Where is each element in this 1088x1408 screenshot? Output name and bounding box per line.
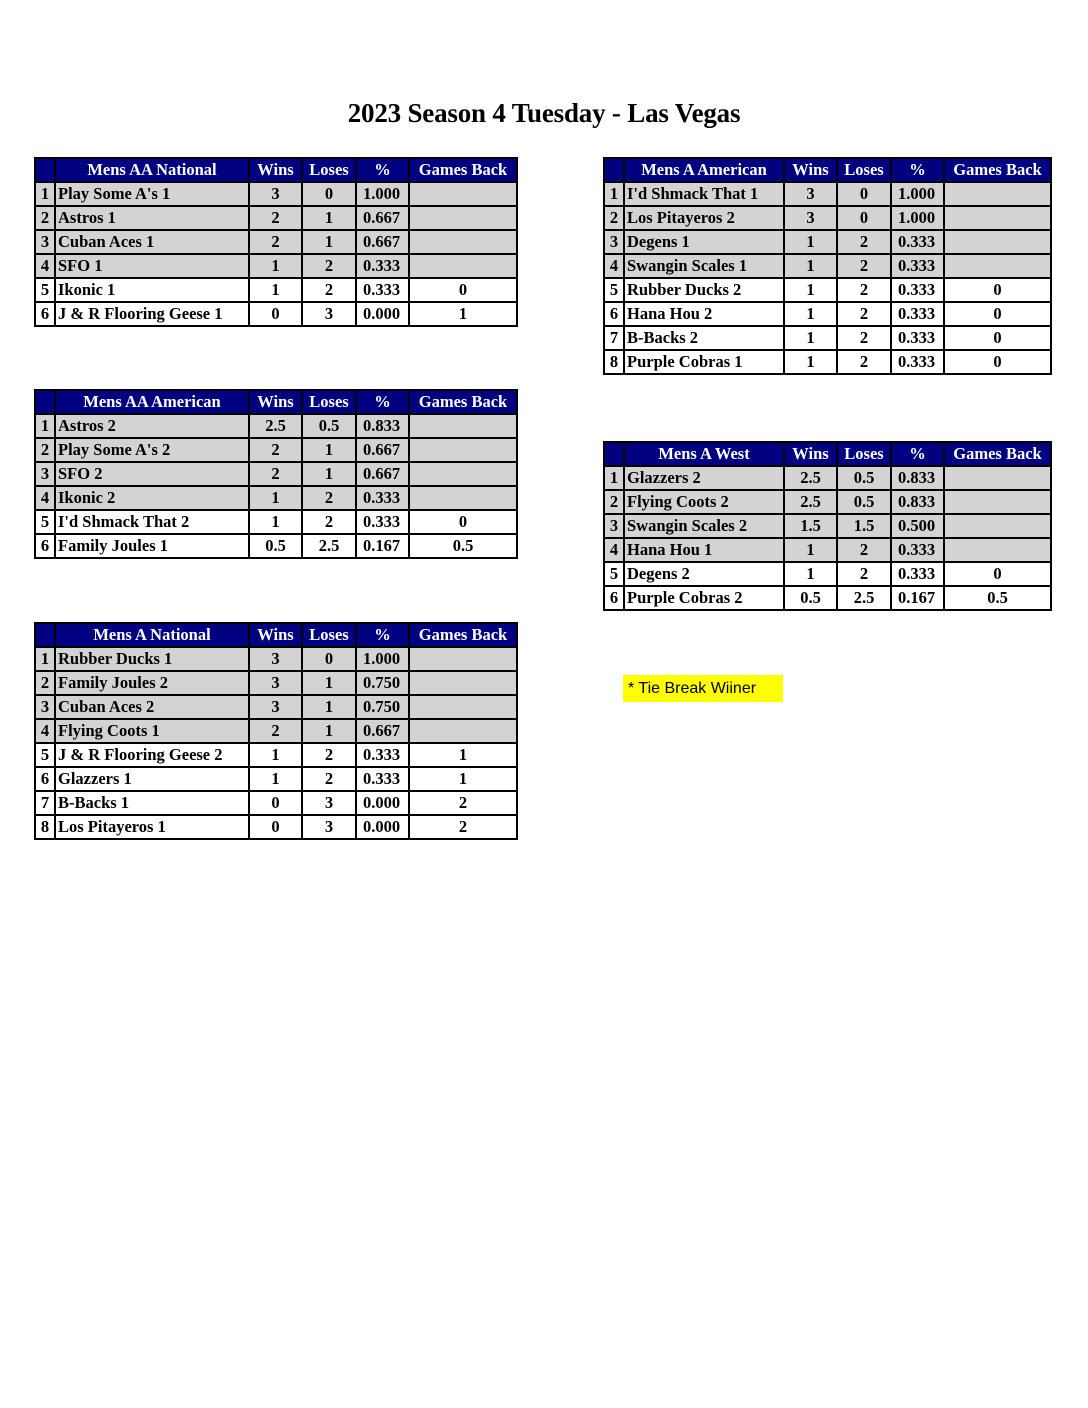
games-back-cell: 0 — [409, 510, 517, 534]
team-name: Flying Coots 1 — [55, 719, 249, 743]
games-back-cell — [944, 206, 1051, 230]
loses-header: Loses — [302, 158, 356, 182]
games-back-cell — [944, 538, 1051, 562]
pct-cell: 0.333 — [891, 562, 944, 586]
loses-cell: 2 — [837, 350, 891, 374]
wins-cell: 2.5 — [784, 466, 837, 490]
loses-cell: 1.5 — [837, 514, 891, 538]
standings-table-mens-aa-american — [34, 389, 518, 559]
pct-cell: 0.833 — [891, 466, 944, 490]
table-row — [35, 671, 517, 695]
rank-header — [35, 158, 55, 182]
wins-header: Wins — [249, 390, 302, 414]
standings-table-mens-a-national — [34, 622, 518, 840]
pct-cell: 0.000 — [356, 815, 409, 839]
table-header-row — [35, 623, 517, 647]
rank-header — [604, 158, 624, 182]
pct-cell: 0.000 — [356, 791, 409, 815]
table-row — [604, 538, 1051, 562]
loses-cell: 3 — [302, 815, 356, 839]
pct-cell: 1.000 — [356, 647, 409, 671]
table-row — [35, 182, 517, 206]
wins-cell: 1 — [249, 767, 302, 791]
loses-cell: 2 — [837, 254, 891, 278]
table-row — [604, 182, 1051, 206]
games-back-cell: 0 — [409, 278, 517, 302]
loses-cell: 2 — [837, 326, 891, 350]
pct-cell: 0.000 — [356, 302, 409, 326]
table-row — [604, 586, 1051, 610]
games-back-cell: 0 — [944, 562, 1051, 586]
pct-header: % — [356, 623, 409, 647]
table-row — [604, 466, 1051, 490]
rank-cell: 2 — [35, 206, 55, 230]
loses-header: Loses — [837, 158, 891, 182]
pct-cell: 0.333 — [356, 743, 409, 767]
games-back-cell: 0 — [944, 326, 1051, 350]
pct-cell: 0.333 — [356, 278, 409, 302]
table-row — [35, 695, 517, 719]
pct-cell: 0.333 — [891, 278, 944, 302]
loses-cell: 0 — [837, 206, 891, 230]
games-back-cell — [409, 206, 517, 230]
wins-cell: 1 — [249, 743, 302, 767]
wins-cell: 0 — [249, 815, 302, 839]
games-back-cell — [409, 462, 517, 486]
rank-cell: 4 — [35, 254, 55, 278]
table-row — [35, 791, 517, 815]
pct-cell: 0.667 — [356, 438, 409, 462]
wins-header: Wins — [249, 158, 302, 182]
wins-cell: 1 — [784, 278, 837, 302]
team-name: Family Joules 1 — [55, 534, 249, 558]
games-back-cell — [409, 647, 517, 671]
table-row — [604, 514, 1051, 538]
wins-cell: 2 — [249, 230, 302, 254]
loses-cell: 2 — [837, 302, 891, 326]
rank-cell: 4 — [35, 486, 55, 510]
rank-cell: 6 — [35, 767, 55, 791]
team-name: Astros 1 — [55, 206, 249, 230]
team-name: Los Pitayeros 1 — [55, 815, 249, 839]
rank-header — [604, 442, 624, 466]
wins-header: Wins — [249, 623, 302, 647]
rank-cell: 8 — [604, 350, 624, 374]
wins-cell: 1.5 — [784, 514, 837, 538]
table-row — [604, 490, 1051, 514]
rank-header — [35, 390, 55, 414]
rank-cell: 3 — [604, 230, 624, 254]
games-back-cell: 1 — [409, 743, 517, 767]
division-name: Mens A National — [55, 623, 249, 647]
table-row — [35, 302, 517, 326]
table-row — [35, 510, 517, 534]
table-row — [604, 350, 1051, 374]
pct-cell: 1.000 — [356, 182, 409, 206]
table-row — [35, 230, 517, 254]
rank-cell: 5 — [35, 278, 55, 302]
pct-cell: 0.333 — [891, 254, 944, 278]
table-row — [35, 647, 517, 671]
table-header-row — [604, 158, 1051, 182]
wins-cell: 2 — [249, 462, 302, 486]
team-name: SFO 2 — [55, 462, 249, 486]
page-title: 2023 Season 4 Tuesday - Las Vegas — [347, 98, 741, 128]
rank-cell: 1 — [35, 414, 55, 438]
team-name: Swangin Scales 2 — [624, 514, 784, 538]
loses-header: Loses — [837, 442, 891, 466]
team-name: Glazzers 1 — [55, 767, 249, 791]
table-row — [604, 562, 1051, 586]
pct-cell: 0.333 — [356, 486, 409, 510]
standings-table-mens-aa-national — [34, 157, 518, 327]
wins-cell: 0.5 — [784, 586, 837, 610]
pct-cell: 0.333 — [356, 254, 409, 278]
pct-header: % — [891, 442, 944, 466]
loses-cell: 3 — [302, 302, 356, 326]
loses-cell: 0 — [302, 647, 356, 671]
team-name: Play Some A's 2 — [55, 438, 249, 462]
team-name: Astros 2 — [55, 414, 249, 438]
team-name: I'd Shmack That 1 — [624, 182, 784, 206]
rank-cell: 2 — [604, 206, 624, 230]
rank-cell: 5 — [604, 278, 624, 302]
table-row — [604, 254, 1051, 278]
rank-cell: 4 — [35, 719, 55, 743]
rank-cell: 4 — [604, 254, 624, 278]
team-name: B-Backs 1 — [55, 791, 249, 815]
team-name: Purple Cobras 1 — [624, 350, 784, 374]
wins-cell: 2 — [249, 438, 302, 462]
rank-cell: 6 — [35, 534, 55, 558]
table-header-row — [35, 158, 517, 182]
games-back-cell: 0 — [944, 350, 1051, 374]
pct-cell: 1.000 — [891, 206, 944, 230]
team-name: Ikonic 2 — [55, 486, 249, 510]
loses-cell: 0 — [302, 182, 356, 206]
table-row — [604, 278, 1051, 302]
division-name: Mens AA American — [55, 390, 249, 414]
wins-cell: 3 — [249, 647, 302, 671]
rank-cell: 5 — [35, 510, 55, 534]
wins-cell: 2 — [249, 206, 302, 230]
rank-cell: 2 — [35, 671, 55, 695]
games-back-cell: 0.5 — [944, 586, 1051, 610]
wins-header: Wins — [784, 442, 837, 466]
loses-cell: 1 — [302, 719, 356, 743]
table-row — [35, 743, 517, 767]
pct-cell: 0.333 — [891, 326, 944, 350]
table-row — [35, 254, 517, 278]
team-name: B-Backs 2 — [624, 326, 784, 350]
table-header-row — [604, 442, 1051, 466]
rank-cell: 6 — [604, 586, 624, 610]
team-name: Swangin Scales 1 — [624, 254, 784, 278]
games-back-cell: 0.5 — [409, 534, 517, 558]
table-row — [35, 815, 517, 839]
table-row — [604, 302, 1051, 326]
team-name: I'd Shmack That 2 — [55, 510, 249, 534]
loses-cell: 1 — [302, 230, 356, 254]
loses-cell: 0.5 — [837, 490, 891, 514]
games-back-header: Games Back — [944, 442, 1051, 466]
games-back-cell — [944, 230, 1051, 254]
loses-header: Loses — [302, 390, 356, 414]
loses-cell: 2.5 — [837, 586, 891, 610]
division-name: Mens A West — [624, 442, 784, 466]
team-name: Rubber Ducks 1 — [55, 647, 249, 671]
table-row — [604, 230, 1051, 254]
loses-cell: 2 — [837, 562, 891, 586]
wins-cell: 1 — [784, 350, 837, 374]
team-name: Rubber Ducks 2 — [624, 278, 784, 302]
loses-cell: 2 — [302, 767, 356, 791]
loses-cell: 0.5 — [302, 414, 356, 438]
table-row — [35, 486, 517, 510]
games-back-cell — [409, 182, 517, 206]
games-back-cell — [944, 254, 1051, 278]
team-name: Ikonic 1 — [55, 278, 249, 302]
wins-cell: 2.5 — [784, 490, 837, 514]
loses-cell: 1 — [302, 206, 356, 230]
loses-cell: 0.5 — [837, 466, 891, 490]
loses-cell: 2 — [837, 230, 891, 254]
table-row — [604, 326, 1051, 350]
rank-header — [35, 623, 55, 647]
rank-cell: 1 — [604, 182, 624, 206]
games-back-cell — [409, 438, 517, 462]
team-name: Degens 2 — [624, 562, 784, 586]
pct-cell: 0.750 — [356, 695, 409, 719]
loses-cell: 2 — [837, 538, 891, 562]
games-back-cell — [944, 514, 1051, 538]
loses-cell: 1 — [302, 438, 356, 462]
rank-cell: 7 — [35, 791, 55, 815]
games-back-header: Games Back — [944, 158, 1051, 182]
team-name: Flying Coots 2 — [624, 490, 784, 514]
team-name: Cuban Aces 2 — [55, 695, 249, 719]
standings-table-mens-a-west — [603, 441, 1052, 611]
pct-cell: 0.667 — [356, 206, 409, 230]
team-name: Hana Hou 1 — [624, 538, 784, 562]
rank-cell: 6 — [604, 302, 624, 326]
loses-cell: 1 — [302, 671, 356, 695]
table-row — [35, 206, 517, 230]
team-name: Cuban Aces 1 — [55, 230, 249, 254]
rank-cell: 6 — [35, 302, 55, 326]
pct-cell: 0.333 — [891, 302, 944, 326]
pct-header: % — [356, 158, 409, 182]
games-back-cell: 2 — [409, 791, 517, 815]
division-name: Mens AA National — [55, 158, 249, 182]
pct-cell: 0.333 — [356, 510, 409, 534]
games-back-cell: 0 — [944, 278, 1051, 302]
wins-cell: 3 — [784, 206, 837, 230]
wins-cell: 0.5 — [249, 534, 302, 558]
pct-cell: 0.333 — [356, 767, 409, 791]
pct-cell: 0.167 — [356, 534, 409, 558]
pct-cell: 0.833 — [356, 414, 409, 438]
wins-cell: 1 — [249, 486, 302, 510]
table-row — [35, 534, 517, 558]
loses-cell: 2 — [837, 278, 891, 302]
team-name: Play Some A's 1 — [55, 182, 249, 206]
wins-cell: 2 — [249, 719, 302, 743]
wins-header: Wins — [784, 158, 837, 182]
loses-cell: 1 — [302, 695, 356, 719]
pct-header: % — [356, 390, 409, 414]
table-row — [35, 767, 517, 791]
team-name: Purple Cobras 2 — [624, 586, 784, 610]
pct-cell: 0.667 — [356, 230, 409, 254]
games-back-cell — [409, 695, 517, 719]
wins-cell: 3 — [784, 182, 837, 206]
games-back-cell — [409, 414, 517, 438]
loses-cell: 1 — [302, 462, 356, 486]
pct-header: % — [891, 158, 944, 182]
rank-cell: 1 — [604, 466, 624, 490]
team-name: Glazzers 2 — [624, 466, 784, 490]
rank-cell: 1 — [35, 647, 55, 671]
tie-break-note: * Tie Break Wiiner — [623, 675, 783, 702]
wins-cell: 2.5 — [249, 414, 302, 438]
rank-cell: 5 — [604, 562, 624, 586]
games-back-cell: 0 — [944, 302, 1051, 326]
team-name: Family Joules 2 — [55, 671, 249, 695]
rank-cell: 7 — [604, 326, 624, 350]
games-back-cell: 2 — [409, 815, 517, 839]
wins-cell: 0 — [249, 791, 302, 815]
pct-cell: 0.750 — [356, 671, 409, 695]
games-back-cell — [409, 671, 517, 695]
games-back-cell: 1 — [409, 767, 517, 791]
team-name: J & R Flooring Geese 1 — [55, 302, 249, 326]
table-row — [35, 462, 517, 486]
loses-cell: 2 — [302, 510, 356, 534]
pct-cell: 0.667 — [356, 719, 409, 743]
games-back-cell: 1 — [409, 302, 517, 326]
games-back-header: Games Back — [409, 390, 517, 414]
rank-cell: 1 — [35, 182, 55, 206]
rank-cell: 3 — [35, 230, 55, 254]
loses-cell: 3 — [302, 791, 356, 815]
pct-cell: 0.667 — [356, 462, 409, 486]
pct-cell: 0.167 — [891, 586, 944, 610]
table-row — [35, 438, 517, 462]
rank-cell: 3 — [35, 462, 55, 486]
team-name: Hana Hou 2 — [624, 302, 784, 326]
games-back-cell — [409, 230, 517, 254]
pct-cell: 0.333 — [891, 230, 944, 254]
games-back-header: Games Back — [409, 623, 517, 647]
loses-cell: 2 — [302, 486, 356, 510]
loses-cell: 2 — [302, 278, 356, 302]
team-name: J & R Flooring Geese 2 — [55, 743, 249, 767]
wins-cell: 3 — [249, 182, 302, 206]
wins-cell: 1 — [784, 562, 837, 586]
loses-header: Loses — [302, 623, 356, 647]
games-back-cell — [409, 719, 517, 743]
wins-cell: 3 — [249, 695, 302, 719]
games-back-cell — [944, 466, 1051, 490]
table-row — [35, 278, 517, 302]
games-back-cell — [944, 182, 1051, 206]
rank-cell: 4 — [604, 538, 624, 562]
rank-cell: 3 — [35, 695, 55, 719]
team-name: SFO 1 — [55, 254, 249, 278]
team-name: Degens 1 — [624, 230, 784, 254]
loses-cell: 2.5 — [302, 534, 356, 558]
pct-cell: 1.000 — [891, 182, 944, 206]
wins-cell: 1 — [784, 230, 837, 254]
games-back-cell — [409, 486, 517, 510]
table-row — [35, 414, 517, 438]
pct-cell: 0.333 — [891, 350, 944, 374]
wins-cell: 1 — [249, 278, 302, 302]
rank-cell: 2 — [604, 490, 624, 514]
games-back-cell — [409, 254, 517, 278]
rank-cell: 2 — [35, 438, 55, 462]
wins-cell: 0 — [249, 302, 302, 326]
pct-cell: 0.333 — [891, 538, 944, 562]
table-header-row — [35, 390, 517, 414]
wins-cell: 1 — [784, 538, 837, 562]
wins-cell: 3 — [249, 671, 302, 695]
wins-cell: 1 — [249, 254, 302, 278]
games-back-header: Games Back — [409, 158, 517, 182]
wins-cell: 1 — [784, 302, 837, 326]
loses-cell: 2 — [302, 743, 356, 767]
pct-cell: 0.833 — [891, 490, 944, 514]
wins-cell: 1 — [784, 326, 837, 350]
rank-cell: 8 — [35, 815, 55, 839]
rank-cell: 5 — [35, 743, 55, 767]
pct-cell: 0.500 — [891, 514, 944, 538]
table-row — [35, 719, 517, 743]
loses-cell: 2 — [302, 254, 356, 278]
games-back-cell — [944, 490, 1051, 514]
standings-table-mens-a-american — [603, 157, 1052, 375]
loses-cell: 0 — [837, 182, 891, 206]
table-row — [604, 206, 1051, 230]
division-name: Mens A American — [624, 158, 784, 182]
wins-cell: 1 — [784, 254, 837, 278]
wins-cell: 1 — [249, 510, 302, 534]
rank-cell: 3 — [604, 514, 624, 538]
team-name: Los Pitayeros 2 — [624, 206, 784, 230]
